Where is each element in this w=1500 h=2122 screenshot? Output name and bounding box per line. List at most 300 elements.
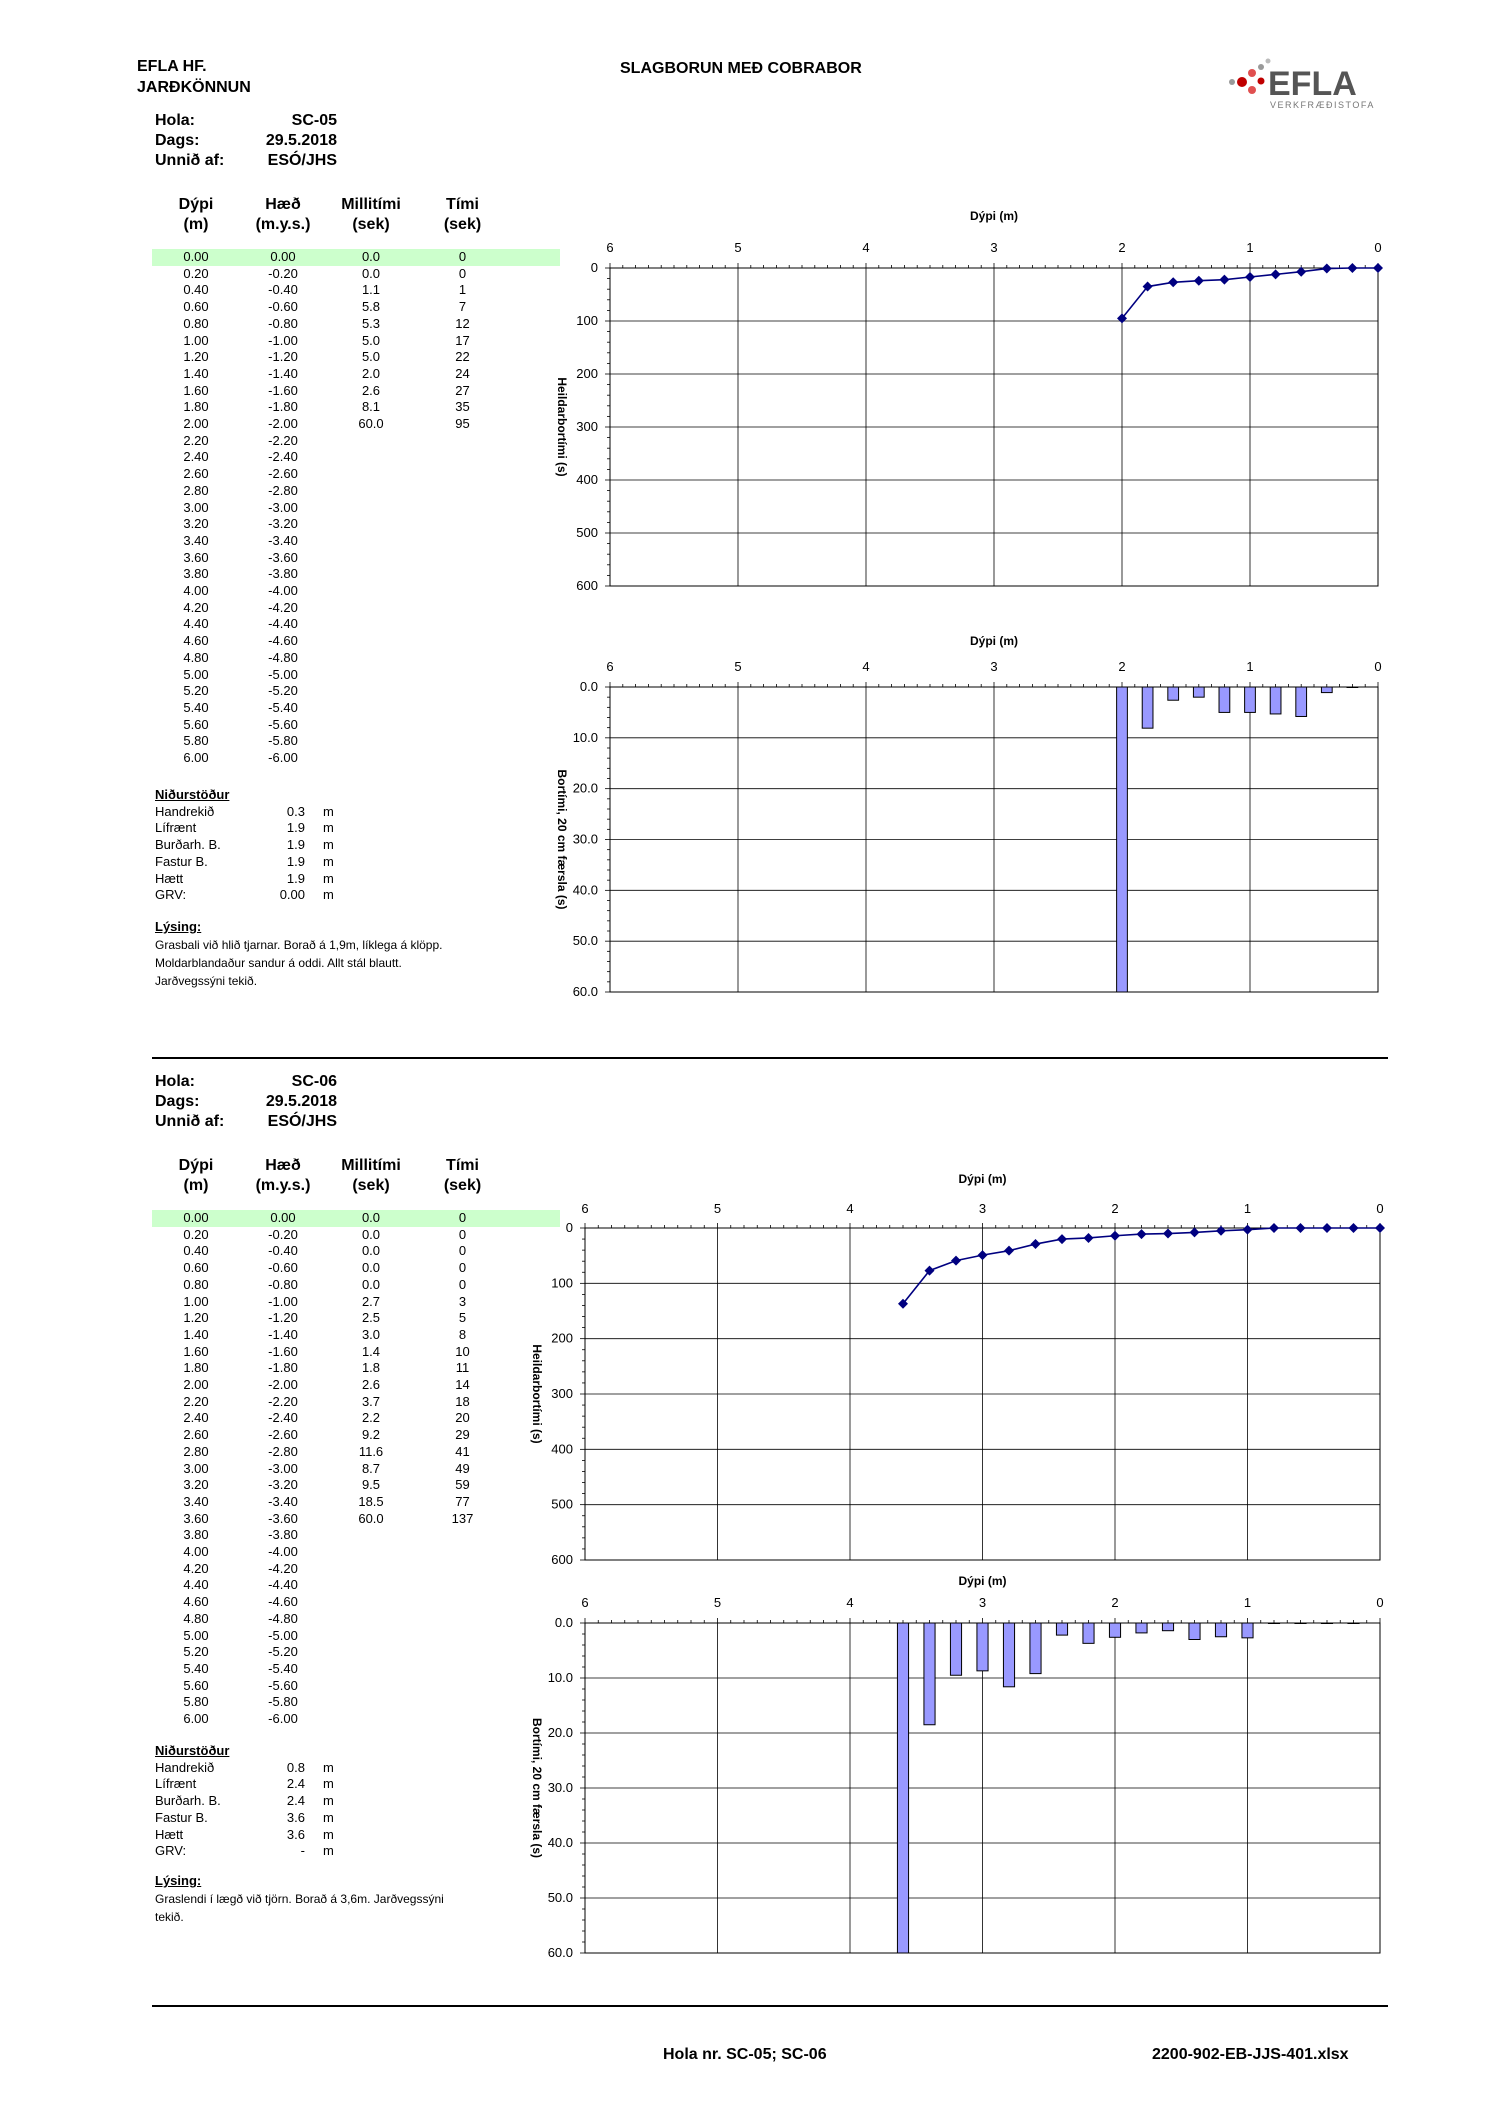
elevation-cell: -1.20 <box>268 1310 298 1326</box>
depth-cell: 1.80 <box>183 1360 209 1376</box>
depth-cell: 5.20 <box>183 1644 209 1660</box>
interval-time-cell <box>326 500 416 517</box>
elevation-cell: -5.40 <box>268 699 298 715</box>
x-tick-label: 0 <box>1376 1201 1384 1216</box>
result-label: Hætt <box>155 870 184 886</box>
elevation-cell: -2.60 <box>268 466 298 482</box>
table-row <box>152 349 560 366</box>
total-time-cell <box>416 1544 509 1561</box>
interval-time-cell <box>326 700 416 717</box>
x-tick-label: 3 <box>978 1201 987 1216</box>
total-time-cell: 137 <box>451 1510 474 1526</box>
table-row <box>152 1711 560 1728</box>
table-row <box>152 717 560 734</box>
bar <box>950 1623 961 1675</box>
hola-label: Hola: <box>155 1073 195 1090</box>
depth-cell: 2.80 <box>183 482 209 498</box>
total-time-cell: 35 <box>455 399 470 415</box>
data-point <box>1194 276 1204 286</box>
description-heading: Lýsing: <box>155 919 202 934</box>
result-unit: m <box>323 1793 334 1809</box>
x-tick-label: 4 <box>846 1201 854 1216</box>
elevation-cell: -0.60 <box>268 299 298 315</box>
depth-cell: 3.20 <box>183 516 209 532</box>
y-tick-label: 600 <box>576 578 598 593</box>
data-point <box>1243 1225 1253 1235</box>
bar <box>1321 1623 1332 1624</box>
y-tick-label: 100 <box>576 313 598 328</box>
company-line2: JARÐKÖNNUN <box>137 79 251 96</box>
table-row <box>152 683 560 700</box>
interval-time-cell <box>326 1678 416 1695</box>
interval-time-cell: 8.1 <box>361 399 381 415</box>
result-row <box>155 1760 373 1777</box>
interval-time-cell: 11.6 <box>358 1443 384 1459</box>
depth-cell: 5.80 <box>183 733 209 749</box>
interval-time-cell: 5.0 <box>361 349 381 365</box>
depth-cell: 2.20 <box>183 432 209 448</box>
interval-time-cell <box>326 717 416 734</box>
elevation-cell: -1.60 <box>268 1343 298 1359</box>
dags-label: Dags: <box>155 1093 200 1110</box>
hole1-info <box>155 111 337 171</box>
data-point <box>1245 272 1255 282</box>
result-unit: m <box>323 820 334 836</box>
y-tick-label: 200 <box>576 366 598 381</box>
y-tick-label: 300 <box>551 1386 573 1401</box>
table-row <box>152 1611 560 1628</box>
x-tick-label: 4 <box>862 659 870 674</box>
interval-time-cell <box>326 633 416 650</box>
interval-time-cell <box>326 1611 416 1628</box>
result-value: 1.9 <box>286 870 305 886</box>
bar <box>1296 687 1307 716</box>
elevation-cell: -1.60 <box>268 382 298 398</box>
elevation-cell: -4.60 <box>268 1594 298 1610</box>
document-title: SLAGBORUN MEÐ COBRABOR <box>620 60 862 77</box>
elevation-cell: -0.40 <box>268 1243 298 1259</box>
result-value: 2.4 <box>286 1776 305 1792</box>
table-row <box>152 416 560 433</box>
table-row <box>152 1444 560 1461</box>
result-unit: m <box>323 870 334 886</box>
interval-time-cell: 60.0 <box>358 416 384 432</box>
col-dypi: Dýpi <box>178 196 214 213</box>
result-value: 0.8 <box>286 1759 305 1775</box>
depth-cell: 1.00 <box>183 1293 209 1309</box>
interval-time-cell <box>326 1544 416 1561</box>
depth-cell: 5.20 <box>183 683 209 699</box>
interval-time-cell: 5.8 <box>361 299 381 315</box>
interval-time-cell: 0.0 <box>361 1276 381 1292</box>
bar <box>977 1623 988 1671</box>
result-row <box>155 1793 373 1810</box>
bar <box>897 1623 908 1953</box>
table-row <box>152 266 560 283</box>
result-row <box>155 837 373 854</box>
elevation-cell: -4.00 <box>268 1544 298 1560</box>
y-tick-label: 50.0 <box>547 1890 573 1905</box>
y-axis-label: Bortími, 20 cm færsla (s) <box>555 769 569 910</box>
total-time-cell: 0 <box>458 1276 467 1292</box>
table-row <box>152 449 560 466</box>
col-haed: Hæð <box>265 1157 301 1174</box>
hola-value: SC-06 <box>291 1073 337 1090</box>
table-row <box>152 1227 560 1244</box>
data-point <box>1216 1226 1226 1236</box>
interval-time-cell: 2.0 <box>361 365 381 381</box>
depth-cell: 0.60 <box>183 1260 209 1276</box>
hole2-table-wrap <box>152 1156 560 1728</box>
depth-cell: 4.00 <box>183 583 209 599</box>
table-row <box>152 1277 560 1294</box>
col-dypi: Dýpi <box>178 1157 214 1174</box>
total-time-cell <box>416 733 509 750</box>
y-tick-label: 200 <box>551 1330 573 1346</box>
total-time-cell <box>416 1527 509 1544</box>
total-time-cell <box>416 583 509 600</box>
total-time-cell: 17 <box>455 332 470 348</box>
elevation-cell: -6.00 <box>268 1711 298 1727</box>
total-time-cell <box>416 1661 509 1678</box>
elevation-cell: -1.00 <box>268 332 298 348</box>
dags-value: 29.5.2018 <box>265 132 337 149</box>
total-time-cell <box>416 1577 509 1594</box>
depth-cell: 1.40 <box>183 1326 209 1342</box>
description-line: tekið. <box>155 1910 184 1924</box>
interval-time-cell: 3.7 <box>361 1393 381 1409</box>
elevation-cell: -4.80 <box>268 1610 298 1626</box>
total-time-cell: 20 <box>455 1410 470 1426</box>
total-time-cell: 22 <box>455 349 470 365</box>
x-tick-label: 2 <box>1111 1201 1119 1216</box>
interval-time-cell <box>326 667 416 684</box>
interval-time-cell <box>326 1527 416 1544</box>
results-heading: Niðurstöður <box>155 1743 230 1758</box>
footer-divider <box>152 2005 1388 2007</box>
col-timi-unit: (sek) <box>443 1177 482 1194</box>
y-tick-label: 300 <box>576 419 598 434</box>
x-tick-label: 4 <box>846 1595 854 1610</box>
x-tick-label: 6 <box>581 1595 589 1610</box>
y-axis-label: Heildarbortími (s) <box>555 377 569 477</box>
interval-time-cell <box>326 583 416 600</box>
interval-time-cell <box>326 1711 416 1728</box>
interval-time-cell: 0.0 <box>361 1260 381 1276</box>
y-tick-label: 500 <box>576 525 598 540</box>
depth-cell: 5.60 <box>183 1677 209 1693</box>
total-time-cell <box>416 466 509 483</box>
total-time-cell: 41 <box>455 1443 470 1459</box>
y-tick-label: 400 <box>551 1441 573 1457</box>
table-row <box>152 333 560 350</box>
y-tick-label: 600 <box>551 1552 573 1567</box>
depth-cell: 0.80 <box>183 315 209 331</box>
y-tick-label: 100 <box>551 1275 573 1291</box>
company-name <box>137 56 251 98</box>
interval-time-cell: 0.0 <box>326 249 416 266</box>
depth-cell: 3.00 <box>183 499 209 515</box>
elevation-cell: -5.60 <box>268 1677 298 1693</box>
interval-time-cell: 18.5 <box>358 1493 384 1509</box>
total-time-cell: 8 <box>458 1326 467 1342</box>
dags-value: 29.5.2018 <box>265 1093 337 1110</box>
hole2-description <box>155 1872 444 1926</box>
interval-time-cell <box>326 483 416 500</box>
bar <box>1162 1623 1173 1631</box>
interval-time-cell <box>326 1628 416 1645</box>
interval-time-cell <box>326 1644 416 1661</box>
total-time-cell: 0 <box>458 265 467 281</box>
elevation-cell: -2.80 <box>268 482 298 498</box>
hole1-data-table <box>152 195 560 767</box>
table-row <box>152 550 560 567</box>
total-time-cell <box>416 600 509 617</box>
depth-cell: 0.80 <box>183 1276 209 1292</box>
section-divider <box>152 1057 1388 1059</box>
hole1-table-wrap <box>152 195 560 767</box>
result-row <box>155 1810 373 1827</box>
bar <box>1117 687 1128 992</box>
elevation-cell: -1.80 <box>268 1360 298 1376</box>
total-time-cell: 14 <box>455 1377 470 1393</box>
elevation-cell: -3.00 <box>268 499 298 515</box>
depth-cell: 3.60 <box>183 1510 209 1526</box>
result-unit: m <box>323 1809 334 1825</box>
x-tick-label: 0 <box>1376 1595 1384 1610</box>
interval-time-cell: 2.7 <box>361 1293 381 1309</box>
total-time-cell <box>416 516 509 533</box>
unnid-value: ESÓ/JHS <box>267 1113 337 1130</box>
total-time-cell: 0 <box>458 1226 467 1242</box>
interval-time-cell <box>326 750 416 767</box>
result-unit: m <box>323 1826 334 1842</box>
result-unit: m <box>323 1759 334 1775</box>
depth-cell: 2.60 <box>183 466 209 482</box>
elevation-cell: 0.00 <box>240 1210 326 1227</box>
result-unit: m <box>323 803 334 819</box>
table-row <box>152 1544 560 1561</box>
bar <box>1003 1623 1014 1687</box>
elevation-cell: -2.20 <box>268 1393 298 1409</box>
total-time-cell <box>416 500 509 517</box>
result-row <box>155 871 373 888</box>
interval-time-cell: 2.6 <box>361 382 381 398</box>
col-dypi-unit: (m) <box>183 1177 209 1194</box>
depth-cell: 1.20 <box>183 349 209 365</box>
table-row <box>152 533 560 550</box>
x-tick-label: 4 <box>862 240 870 255</box>
col-haed-unit: (m.y.s.) <box>255 1177 311 1194</box>
depth-cell: 3.80 <box>183 1527 209 1543</box>
table-row <box>152 1494 560 1511</box>
depth-cell: 4.00 <box>183 1544 209 1560</box>
elevation-cell: -4.20 <box>268 1560 298 1576</box>
hole2-info <box>155 1072 337 1132</box>
total-time-cell: 0 <box>416 1210 509 1227</box>
total-time-cell <box>416 1561 509 1578</box>
depth-cell: 2.20 <box>183 1393 209 1409</box>
logo-text: EFLA <box>1268 65 1357 103</box>
elevation-cell: -1.00 <box>268 1293 298 1309</box>
interval-time-cell: 0.0 <box>361 1226 381 1242</box>
result-label: Fastur B. <box>155 853 208 869</box>
elevation-cell: -1.40 <box>268 365 298 381</box>
data-point <box>1322 1223 1332 1233</box>
result-row <box>155 854 373 871</box>
data-point <box>1190 1227 1200 1237</box>
interval-time-cell <box>326 516 416 533</box>
elevation-cell: -3.60 <box>268 549 298 565</box>
interval-time-cell: 0.0 <box>361 265 381 281</box>
x-tick-label: 1 <box>1243 1201 1252 1216</box>
total-time-cell: 7 <box>458 299 467 315</box>
result-label: Hætt <box>155 1826 184 1842</box>
table-row <box>152 1310 560 1327</box>
depth-cell: 4.80 <box>183 649 209 665</box>
table-row <box>152 433 560 450</box>
y-tick-label: 60.0 <box>572 984 598 999</box>
bar <box>1056 1623 1067 1635</box>
table-row <box>152 1527 560 1544</box>
table-row <box>152 1360 560 1377</box>
interval-time-cell <box>326 1594 416 1611</box>
interval-time-cell: 1.8 <box>361 1360 381 1376</box>
result-label: Lífrænt <box>155 820 197 836</box>
table-row <box>152 566 560 583</box>
col-millitimi: Millitími <box>341 196 401 213</box>
total-time-cell: 27 <box>455 382 470 398</box>
table-row <box>152 1410 560 1427</box>
table-row <box>152 1243 560 1260</box>
depth-cell: 1.00 <box>183 332 209 348</box>
depth-cell: 1.60 <box>183 1343 209 1359</box>
table-row <box>152 249 560 266</box>
elevation-cell: -5.20 <box>268 683 298 699</box>
depth-cell: 3.40 <box>183 532 209 548</box>
data-point <box>1347 263 1357 273</box>
total-time-cell: 59 <box>455 1477 470 1493</box>
result-label: GRV: <box>155 887 187 903</box>
description-line: Moldarblandaður sandur á oddi. Allt stál blautt. <box>155 956 402 970</box>
logo-subtext: VERKFRÆÐISTOFA <box>1270 100 1375 110</box>
interval-time-cell <box>326 566 416 583</box>
interval-time-cell: 1.1 <box>361 282 381 298</box>
data-point <box>1057 1234 1067 1244</box>
bar <box>1219 687 1230 712</box>
total-time-cell <box>416 616 509 633</box>
interval-time-cell: 5.0 <box>361 332 381 348</box>
depth-cell: 4.60 <box>183 633 209 649</box>
total-time-cell: 3 <box>458 1293 467 1309</box>
result-unit: m <box>323 837 334 853</box>
result-row <box>155 1827 373 1844</box>
elevation-cell: -3.40 <box>268 532 298 548</box>
interval-time-cell: 0.0 <box>361 1243 381 1259</box>
total-time-cell <box>416 650 509 667</box>
depth-cell: 4.60 <box>183 1594 209 1610</box>
total-time-cell: 24 <box>455 365 470 381</box>
elevation-cell: -6.00 <box>268 750 298 766</box>
x-tick-label: 2 <box>1118 659 1126 674</box>
table-row <box>152 633 560 650</box>
bar <box>1109 1623 1120 1637</box>
bar <box>1083 1623 1094 1643</box>
elevation-cell: -2.40 <box>268 1410 298 1426</box>
hole1-description <box>155 918 442 990</box>
interval-time-cell <box>326 1694 416 1711</box>
elevation-cell: -2.00 <box>268 1377 298 1393</box>
col-millitimi-unit: (sek) <box>352 1177 390 1194</box>
data-point <box>1373 263 1383 273</box>
x-tick-label: 5 <box>713 1201 722 1216</box>
hole1-cumulative-chart <box>530 200 1380 595</box>
col-millitimi-unit: (sek) <box>352 216 390 233</box>
result-value: 0.00 <box>279 887 305 903</box>
elevation-cell: -1.20 <box>268 349 298 365</box>
x-tick-label: 5 <box>734 240 742 255</box>
depth-cell: 5.00 <box>183 666 209 682</box>
result-unit: m <box>323 853 334 869</box>
bar <box>1347 687 1358 688</box>
table-row <box>152 600 560 617</box>
depth-cell: 0.20 <box>183 265 209 281</box>
interval-time-cell: 8.7 <box>361 1460 381 1476</box>
total-time-cell: 18 <box>455 1393 470 1409</box>
result-value: 3.6 <box>286 1809 305 1825</box>
result-unit: m <box>323 887 334 903</box>
result-label: Lífrænt <box>155 1776 197 1792</box>
elevation-cell: -3.00 <box>268 1460 298 1476</box>
footer-filename: 2200-902-EB-JJS-401.xlsx <box>1152 2046 1349 2063</box>
total-time-cell <box>416 700 509 717</box>
total-time-cell: 5 <box>458 1310 467 1326</box>
table-row-pad <box>509 600 560 617</box>
depth-cell: 6.00 <box>183 750 209 766</box>
table-row <box>152 1511 560 1528</box>
bar <box>1321 687 1332 693</box>
elevation-cell: -4.80 <box>268 649 298 665</box>
x-axis-label: Dýpi (m) <box>958 1574 1007 1588</box>
bar <box>924 1623 935 1725</box>
data-point <box>1168 277 1178 287</box>
x-tick-label: 3 <box>978 1595 987 1610</box>
x-tick-label: 2 <box>1118 240 1126 255</box>
result-row <box>155 1776 373 1793</box>
series-line <box>903 1228 1380 1304</box>
interval-time-cell <box>326 550 416 567</box>
depth-cell: 2.00 <box>183 1377 209 1393</box>
x-axis-label: Dýpi (m) <box>970 209 1018 223</box>
table-row <box>152 1260 560 1277</box>
elevation-cell: -0.80 <box>268 1276 298 1292</box>
depth-cell: 1.40 <box>183 365 209 381</box>
table-row <box>152 1377 560 1394</box>
table-row <box>152 1477 560 1494</box>
y-tick-label: 40.0 <box>547 1835 573 1850</box>
depth-cell: 2.60 <box>183 1427 209 1443</box>
data-point <box>978 1250 988 1260</box>
total-time-cell: 0 <box>458 1243 467 1259</box>
elevation-cell: -4.40 <box>268 616 298 632</box>
interval-time-cell <box>326 1577 416 1594</box>
bar <box>1270 687 1281 714</box>
table-row <box>152 1427 560 1444</box>
result-label: Handrekið <box>155 1759 215 1775</box>
elevation-cell: -2.80 <box>268 1443 298 1459</box>
bar <box>1268 1623 1279 1624</box>
total-time-cell <box>416 1644 509 1661</box>
